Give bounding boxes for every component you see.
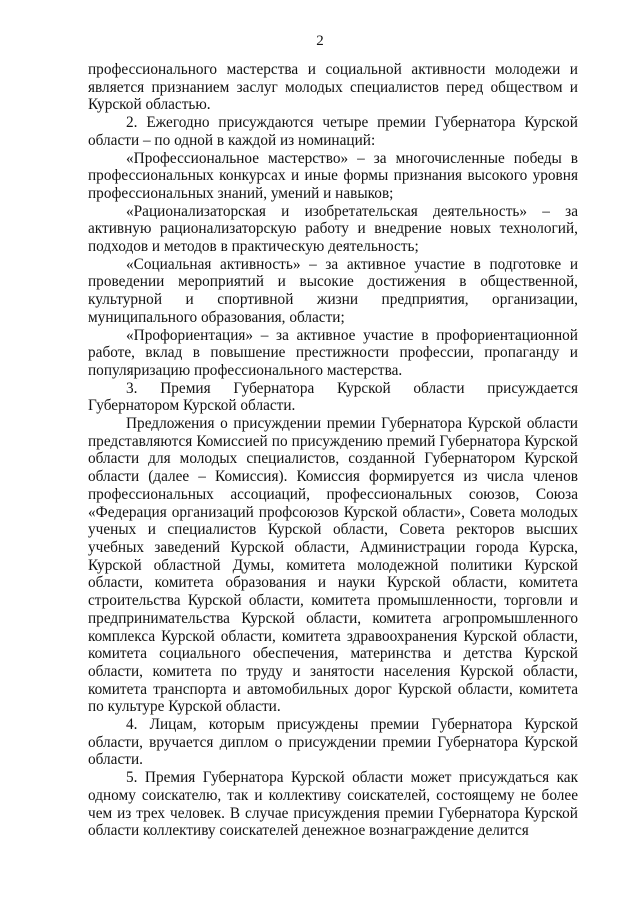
paragraph-nomination-career-guidance: «Профориентация» – за активное участие в профориентационной работе, вклад в повышение престижности профессии, пропаганду и популяризацию профессионального мастерства. [88, 326, 578, 379]
paragraph-nomination-innovation: «Рационализаторская и изобретательская деятельность» – за активную рационализаторскую работу и внедрение новых технологий, подходов и методов в практическую деятельность; [88, 202, 578, 256]
paragraph-continuation: профессионального мастерства и социальной активности молодежи и является признанием заслуг молодых специалистов перед обществом и Курской областью. [88, 61, 578, 114]
paragraph-nomination-professional-mastery: «Профессиональное мастерство» – за многочисленные победы в профессиональных конкурсах и иные формы признания высокого уровня профессиональных знаний, умений и навыков; [88, 149, 578, 202]
paragraph-item-4: 4. Лицам, которым присуждены премии Губернатора Курской области, вручается диплом о присуждении премии Губернатора Курской области. [88, 716, 578, 769]
paragraph-item-3: 3. Премия Губернатора Курской области присуждается Губернатором Курской области. [88, 379, 578, 415]
paragraph-commission: Предложения о присуждении премии Губернатора Курской области представляются Комиссией по присуждению премий Губернатора Курской области для молодых специалистов, созданной Губернатором Курской области (далее – Комиссия). Комиссия формируется из числа членов профессиональных ассоциаций, профессиональных союзов, Союза «Федерация организаций профсоюзов Курской области», Совета молодых ученых и специалистов Курской области, Совета ректоров высших учебных заведений Курской области, Администрации города Курска, Курской областной Думы, комитета молодежной политики Курской области, комитета образования и науки Курской области, комитета строительства Курской области, комитета промышленности, торговли и предпринимательства Курской области, комитета агропромышленного комплекса Курской области, комитета здравоохранения Курской области, комитета социального обеспечения, материнства и детства Курской области, комитета по труду и занятости населения Курской области, комитета транспорта и автомобильных дорог Курской области, комитета по культуре Курской области. [88, 415, 578, 716]
page-number: 2 [316, 33, 324, 49]
paragraph-item-5: 5. Премия Губернатора Курской области может присуждаться как одному соискателю, так и коллективу соискателей, состоящему не более чем из трех человек. В случае присуждения премии Губернатора Курской области коллективу соискателей денежное вознаграждение делится [88, 769, 578, 840]
paragraph-nomination-social-activity: «Социальная активность» – за активное участие в подготовке и проведении мероприятий и высокие достижения в общественной, культурной и спортивной жизни предприятия, организации, муниципального образования, области; [88, 255, 578, 326]
document-body [88, 61, 578, 840]
paragraph-item-2: 2. Ежегодно присуждаются четыре премии Губернатора Курской области – по одной в каждой из номинаций: [88, 114, 578, 149]
